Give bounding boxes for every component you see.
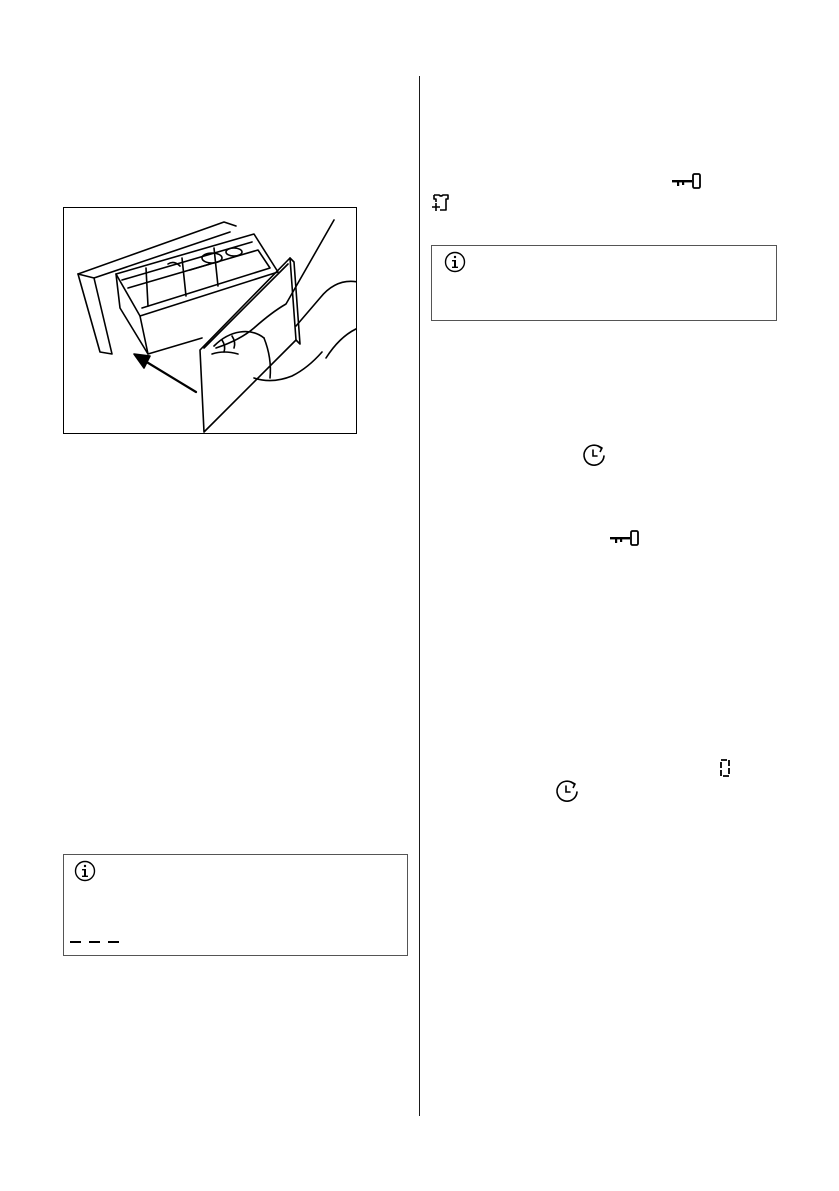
info-icon xyxy=(444,251,466,273)
add-garment-icon xyxy=(431,193,451,213)
info-note-right xyxy=(431,245,777,321)
info-icon xyxy=(74,860,96,882)
clock-timer-icon xyxy=(581,442,607,468)
key-lock-icon xyxy=(672,173,702,189)
clock-timer-icon xyxy=(554,778,580,804)
drawer-drawing xyxy=(64,208,357,434)
info-note-left xyxy=(63,854,408,956)
display-dashes-icon xyxy=(70,938,120,946)
door-indicator-icon xyxy=(718,758,732,778)
key-lock-icon xyxy=(610,530,640,546)
drawer-removal-illustration xyxy=(63,207,357,434)
column-divider xyxy=(419,76,420,1116)
